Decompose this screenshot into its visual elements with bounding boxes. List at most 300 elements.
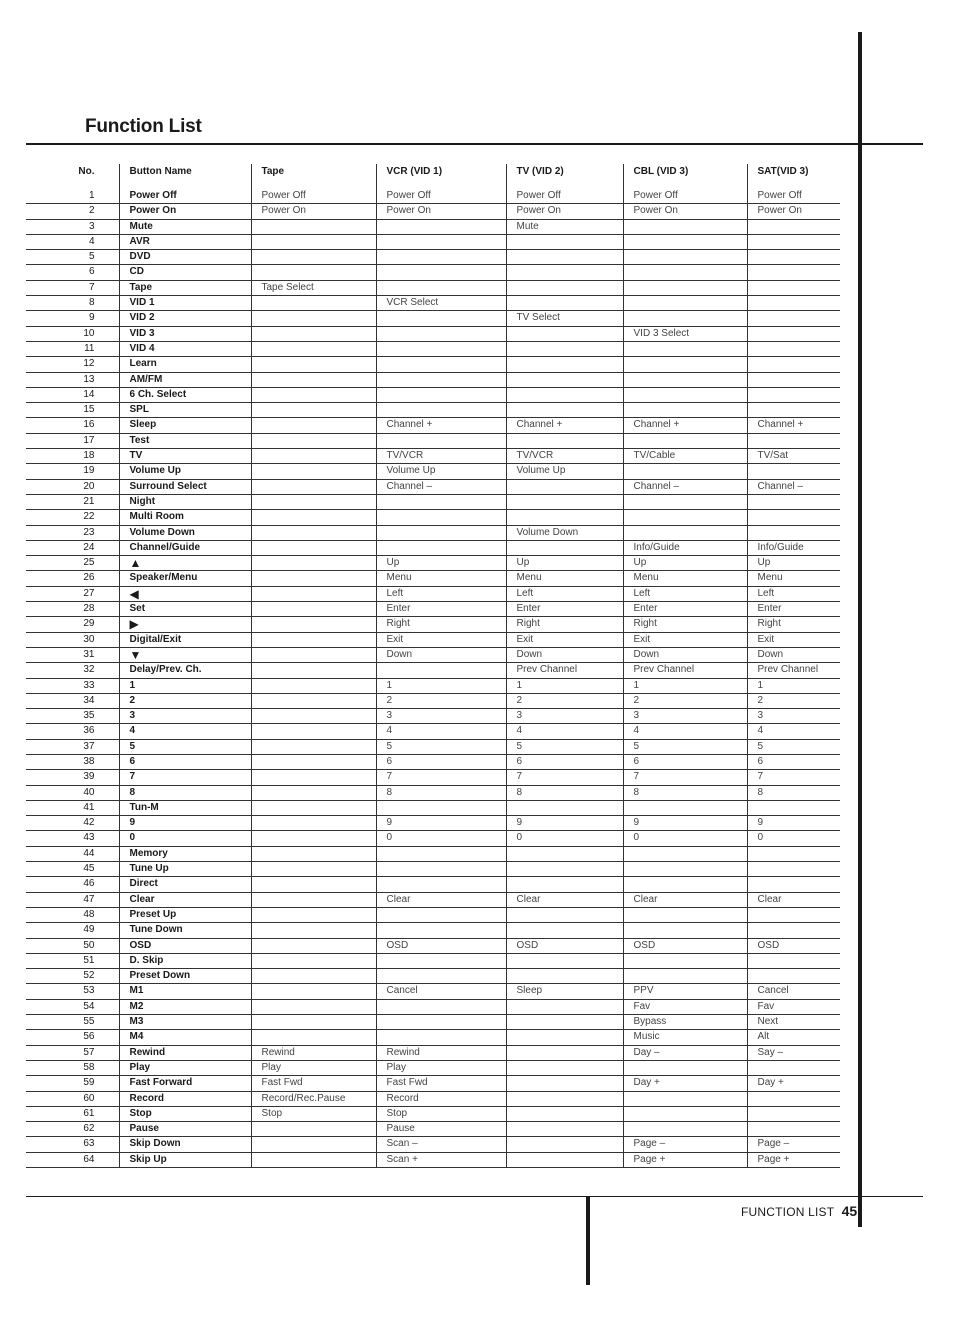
- function-cell: Scan +: [376, 1152, 506, 1167]
- function-cell: [376, 326, 506, 341]
- row-number: 12: [26, 357, 119, 372]
- function-cell: VID 3 Select: [623, 326, 747, 341]
- function-cell: [747, 280, 840, 295]
- button-name-cell: Volume Down: [119, 525, 251, 540]
- function-cell: [747, 907, 840, 922]
- row-number: 41: [26, 800, 119, 815]
- function-cell: Clear: [506, 892, 623, 907]
- function-cell: [376, 540, 506, 555]
- row-number: 5: [26, 250, 119, 265]
- button-name-cell: Tun-M: [119, 800, 251, 815]
- function-cell: 4: [506, 724, 623, 739]
- function-cell: [251, 449, 376, 464]
- table-row: [26, 984, 840, 999]
- function-cell: [506, 1015, 623, 1030]
- function-cell: 1: [506, 678, 623, 693]
- function-cell: [747, 846, 840, 861]
- function-cell: [251, 326, 376, 341]
- function-cell: [506, 1060, 623, 1075]
- row-number: 59: [26, 1076, 119, 1091]
- function-cell: [623, 265, 747, 280]
- row-number: 7: [26, 280, 119, 295]
- row-number: 28: [26, 602, 119, 617]
- function-cell: 3: [506, 709, 623, 724]
- function-cell: [506, 280, 623, 295]
- row-number: 60: [26, 1091, 119, 1106]
- table-row: [26, 877, 840, 892]
- function-cell: 1: [747, 678, 840, 693]
- table-row: [26, 586, 840, 601]
- function-cell: [251, 907, 376, 922]
- button-name-cell: 2: [119, 693, 251, 708]
- vertical-rule-top: [858, 32, 862, 1227]
- function-cell: [747, 953, 840, 968]
- function-cell: [747, 234, 840, 249]
- function-cell: [623, 846, 747, 861]
- function-cell: [251, 433, 376, 448]
- function-cell: [376, 280, 506, 295]
- table-row: [26, 1045, 840, 1060]
- function-cell: [747, 341, 840, 356]
- function-cell: [506, 403, 623, 418]
- function-cell: [747, 265, 840, 280]
- table-row: [26, 693, 840, 708]
- function-cell: [747, 296, 840, 311]
- row-number: 17: [26, 433, 119, 448]
- column-header: VCR (VID 1): [376, 164, 506, 189]
- function-cell: Record: [376, 1091, 506, 1106]
- function-cell: 0: [506, 831, 623, 846]
- function-cell: [623, 877, 747, 892]
- function-cell: Clear: [376, 892, 506, 907]
- button-name-cell: Power Off: [119, 189, 251, 204]
- function-cell: [747, 433, 840, 448]
- function-cell: [506, 540, 623, 555]
- function-cell: Day +: [747, 1076, 840, 1091]
- function-cell: [376, 877, 506, 892]
- table-row: [26, 754, 840, 769]
- function-cell: Rewind: [251, 1045, 376, 1060]
- function-cell: 9: [747, 816, 840, 831]
- function-cell: [251, 969, 376, 984]
- function-cell: Down: [747, 647, 840, 662]
- row-number: 39: [26, 770, 119, 785]
- function-cell: [376, 953, 506, 968]
- function-cell: Channel +: [376, 418, 506, 433]
- row-number: 3: [26, 219, 119, 234]
- button-name-cell: Sleep: [119, 418, 251, 433]
- column-header: Tape: [251, 164, 376, 189]
- function-cell: [506, 1030, 623, 1045]
- button-name-cell: VID 4: [119, 341, 251, 356]
- button-name-cell: M2: [119, 999, 251, 1014]
- function-cell: 7: [623, 770, 747, 785]
- row-number: 42: [26, 816, 119, 831]
- function-cell: Fav: [623, 999, 747, 1014]
- function-cell: Fav: [747, 999, 840, 1014]
- footer-label: FUNCTION LIST: [741, 1205, 835, 1219]
- function-cell: [623, 969, 747, 984]
- function-cell: [376, 800, 506, 815]
- function-cell: [251, 234, 376, 249]
- function-cell: [251, 846, 376, 861]
- function-cell: [251, 1137, 376, 1152]
- function-cell: Power On: [376, 204, 506, 219]
- function-cell: Power Off: [506, 189, 623, 204]
- table-row: [26, 1122, 840, 1137]
- table-row: [26, 647, 840, 662]
- table-row: [26, 494, 840, 509]
- function-cell: [747, 1060, 840, 1075]
- function-cell: [506, 387, 623, 402]
- function-cell: [251, 678, 376, 693]
- function-cell: [623, 800, 747, 815]
- function-cell: Up: [506, 556, 623, 571]
- function-cell: Scan –: [376, 1137, 506, 1152]
- function-cell: 6: [623, 754, 747, 769]
- function-cell: 0: [623, 831, 747, 846]
- function-cell: Left: [506, 586, 623, 601]
- button-name-cell: M3: [119, 1015, 251, 1030]
- function-cell: [251, 540, 376, 555]
- function-cell: [747, 862, 840, 877]
- function-cell: 3: [623, 709, 747, 724]
- function-cell: [376, 907, 506, 922]
- function-cell: Down: [623, 647, 747, 662]
- function-cell: [251, 494, 376, 509]
- table-row: [26, 326, 840, 341]
- table-row: [26, 678, 840, 693]
- table-row: [26, 219, 840, 234]
- function-cell: [623, 862, 747, 877]
- table-row: [26, 387, 840, 402]
- function-cell: [747, 923, 840, 938]
- function-cell: 7: [506, 770, 623, 785]
- function-cell: 2: [506, 693, 623, 708]
- row-number: 38: [26, 754, 119, 769]
- function-cell: VCR Select: [376, 296, 506, 311]
- button-name-cell: 0: [119, 831, 251, 846]
- table-row: [26, 1030, 840, 1045]
- function-cell: [251, 877, 376, 892]
- function-cell: Power On: [251, 204, 376, 219]
- function-cell: [747, 1122, 840, 1137]
- function-cell: 7: [747, 770, 840, 785]
- function-cell: [623, 250, 747, 265]
- function-cell: [506, 479, 623, 494]
- column-header: Button Name: [119, 164, 251, 189]
- function-cell: 6: [376, 754, 506, 769]
- function-cell: [747, 494, 840, 509]
- function-cell: [506, 250, 623, 265]
- function-cell: Fast Fwd: [251, 1076, 376, 1091]
- function-cell: [747, 326, 840, 341]
- row-number: 51: [26, 953, 119, 968]
- function-cell: Right: [376, 617, 506, 632]
- function-cell: OSD: [376, 938, 506, 953]
- button-name-cell: M4: [119, 1030, 251, 1045]
- function-cell: OSD: [623, 938, 747, 953]
- function-cell: [623, 341, 747, 356]
- row-number: 16: [26, 418, 119, 433]
- function-cell: [376, 341, 506, 356]
- function-cell: [251, 510, 376, 525]
- button-name-cell: 6: [119, 754, 251, 769]
- function-cell: [506, 1152, 623, 1167]
- function-cell: 7: [376, 770, 506, 785]
- button-name-cell: Fast Forward: [119, 1076, 251, 1091]
- function-cell: [376, 494, 506, 509]
- function-table: [26, 164, 840, 1168]
- function-cell: [506, 1122, 623, 1137]
- function-cell: [506, 1106, 623, 1121]
- button-name-cell: Pause: [119, 1122, 251, 1137]
- button-name-cell: OSD: [119, 938, 251, 953]
- function-cell: Channel +: [623, 418, 747, 433]
- table-row: [26, 862, 840, 877]
- function-cell: Cancel: [747, 984, 840, 999]
- function-cell: [623, 953, 747, 968]
- function-cell: [251, 602, 376, 617]
- button-name-cell: Tape: [119, 280, 251, 295]
- row-number: 4: [26, 234, 119, 249]
- function-cell: Volume Up: [376, 464, 506, 479]
- function-cell: Power Off: [376, 189, 506, 204]
- row-number: 36: [26, 724, 119, 739]
- function-cell: Up: [376, 556, 506, 571]
- function-cell: 1: [623, 678, 747, 693]
- function-cell: Rewind: [376, 1045, 506, 1060]
- table-row: [26, 632, 840, 647]
- table-row: [26, 296, 840, 311]
- function-cell: [623, 1060, 747, 1075]
- function-cell: Stop: [251, 1106, 376, 1121]
- column-header: No.: [78, 166, 95, 177]
- function-cell: [251, 1030, 376, 1045]
- table-row: [26, 907, 840, 922]
- row-number: 33: [26, 678, 119, 693]
- table-row: [26, 1060, 840, 1075]
- function-cell: Day –: [623, 1045, 747, 1060]
- function-cell: [251, 770, 376, 785]
- button-name-cell: 4: [119, 724, 251, 739]
- function-cell: [623, 296, 747, 311]
- function-cell: [251, 754, 376, 769]
- button-name-cell: AM/FM: [119, 372, 251, 387]
- row-number: 2: [26, 204, 119, 219]
- button-name-cell: Memory: [119, 846, 251, 861]
- button-name-cell: Tune Down: [119, 923, 251, 938]
- function-cell: [623, 494, 747, 509]
- function-cell: Pause: [376, 1122, 506, 1137]
- table-row: [26, 1137, 840, 1152]
- table-row: [26, 250, 840, 265]
- function-cell: [251, 693, 376, 708]
- table-row: [26, 617, 840, 632]
- function-cell: [747, 250, 840, 265]
- function-cell: [623, 387, 747, 402]
- table-row: [26, 525, 840, 540]
- button-name-cell: ▼: [119, 647, 251, 662]
- function-cell: Channel +: [747, 418, 840, 433]
- function-cell: Page +: [623, 1152, 747, 1167]
- function-cell: Right: [623, 617, 747, 632]
- function-cell: Power Off: [747, 189, 840, 204]
- button-name-cell: Channel/Guide: [119, 540, 251, 555]
- function-cell: [376, 663, 506, 678]
- function-cell: 9: [376, 816, 506, 831]
- function-cell: [251, 311, 376, 326]
- row-number: 1: [26, 189, 119, 204]
- function-cell: Alt: [747, 1030, 840, 1045]
- table-row: [26, 464, 840, 479]
- row-number: 10: [26, 326, 119, 341]
- function-cell: [506, 969, 623, 984]
- function-cell: Channel +: [506, 418, 623, 433]
- button-name-cell: M1: [119, 984, 251, 999]
- function-cell: Tape Select: [251, 280, 376, 295]
- table-row: [26, 1076, 840, 1091]
- function-cell: Prev Channel: [747, 663, 840, 678]
- function-cell: [251, 892, 376, 907]
- table-row: [26, 1106, 840, 1121]
- function-cell: [251, 816, 376, 831]
- function-cell: [251, 418, 376, 433]
- table-row: [26, 739, 840, 754]
- row-number: 32: [26, 663, 119, 678]
- row-number: 25: [26, 556, 119, 571]
- function-cell: [747, 877, 840, 892]
- function-cell: Enter: [506, 602, 623, 617]
- function-cell: [251, 525, 376, 540]
- function-cell: [251, 862, 376, 877]
- function-cell: [251, 831, 376, 846]
- table-row: [26, 800, 840, 815]
- function-cell: Exit: [376, 632, 506, 647]
- function-cell: [623, 1122, 747, 1137]
- function-cell: Enter: [376, 602, 506, 617]
- row-number: 63: [26, 1137, 119, 1152]
- function-cell: [251, 357, 376, 372]
- function-cell: [506, 1137, 623, 1152]
- button-name-cell: Skip Up: [119, 1152, 251, 1167]
- row-number: 37: [26, 739, 119, 754]
- table-row: [26, 280, 840, 295]
- row-number: 21: [26, 494, 119, 509]
- row-number: 34: [26, 693, 119, 708]
- function-cell: [623, 219, 747, 234]
- button-name-cell: Preset Up: [119, 907, 251, 922]
- function-cell: Down: [506, 647, 623, 662]
- function-cell: [251, 800, 376, 815]
- function-cell: [376, 923, 506, 938]
- function-cell: [251, 709, 376, 724]
- function-cell: [376, 357, 506, 372]
- function-cell: Cancel: [376, 984, 506, 999]
- function-cell: Exit: [506, 632, 623, 647]
- function-cell: [376, 969, 506, 984]
- row-number: 30: [26, 632, 119, 647]
- row-number: 44: [26, 846, 119, 861]
- button-name-cell: Test: [119, 433, 251, 448]
- function-cell: [251, 785, 376, 800]
- row-number: 54: [26, 999, 119, 1014]
- row-number: 24: [26, 540, 119, 555]
- function-cell: Clear: [623, 892, 747, 907]
- table-row: [26, 663, 840, 678]
- page-footer: [741, 1203, 857, 1219]
- function-cell: TV/VCR: [506, 449, 623, 464]
- row-number: 56: [26, 1030, 119, 1045]
- button-name-cell: Clear: [119, 892, 251, 907]
- function-cell: [506, 862, 623, 877]
- function-cell: Up: [623, 556, 747, 571]
- button-name-cell: Tune Up: [119, 862, 251, 877]
- function-cell: [506, 877, 623, 892]
- row-number: 57: [26, 1045, 119, 1060]
- table-row: [26, 953, 840, 968]
- row-number: 23: [26, 525, 119, 540]
- function-cell: Prev Channel: [506, 663, 623, 678]
- row-number: 8: [26, 296, 119, 311]
- function-cell: [251, 923, 376, 938]
- button-name-cell: VID 2: [119, 311, 251, 326]
- function-cell: [623, 907, 747, 922]
- button-name-cell: SPL: [119, 403, 251, 418]
- function-cell: Clear: [747, 892, 840, 907]
- function-cell: [623, 372, 747, 387]
- table-row: [26, 770, 840, 785]
- row-number: 18: [26, 449, 119, 464]
- function-cell: [251, 571, 376, 586]
- function-cell: Sleep: [506, 984, 623, 999]
- row-number: 13: [26, 372, 119, 387]
- button-name-cell: Skip Down: [119, 1137, 251, 1152]
- button-name-cell: Digital/Exit: [119, 632, 251, 647]
- function-cell: [251, 617, 376, 632]
- function-cell: 4: [747, 724, 840, 739]
- function-cell: Power On: [506, 204, 623, 219]
- function-cell: [747, 372, 840, 387]
- function-cell: Prev Channel: [623, 663, 747, 678]
- row-number: 50: [26, 938, 119, 953]
- row-number: 20: [26, 479, 119, 494]
- function-cell: [251, 372, 376, 387]
- function-cell: [376, 403, 506, 418]
- function-cell: [747, 800, 840, 815]
- function-cell: [623, 464, 747, 479]
- table-row: [26, 969, 840, 984]
- vertical-rule-bottom: [586, 1197, 590, 1285]
- function-cell: 5: [747, 739, 840, 754]
- function-cell: Day +: [623, 1076, 747, 1091]
- function-cell: Channel –: [376, 479, 506, 494]
- function-cell: Power Off: [623, 189, 747, 204]
- row-number: 9: [26, 311, 119, 326]
- function-cell: Volume Up: [506, 464, 623, 479]
- function-cell: [623, 923, 747, 938]
- table-row: [26, 571, 840, 586]
- function-table-container: [26, 164, 840, 1168]
- function-cell: Left: [747, 586, 840, 601]
- button-name-cell: Delay/Prev. Ch.: [119, 663, 251, 678]
- table-row: [26, 923, 840, 938]
- function-cell: Page –: [747, 1137, 840, 1152]
- function-cell: 8: [623, 785, 747, 800]
- row-number: 27: [26, 586, 119, 601]
- button-name-cell: 9: [119, 816, 251, 831]
- function-cell: Power On: [747, 204, 840, 219]
